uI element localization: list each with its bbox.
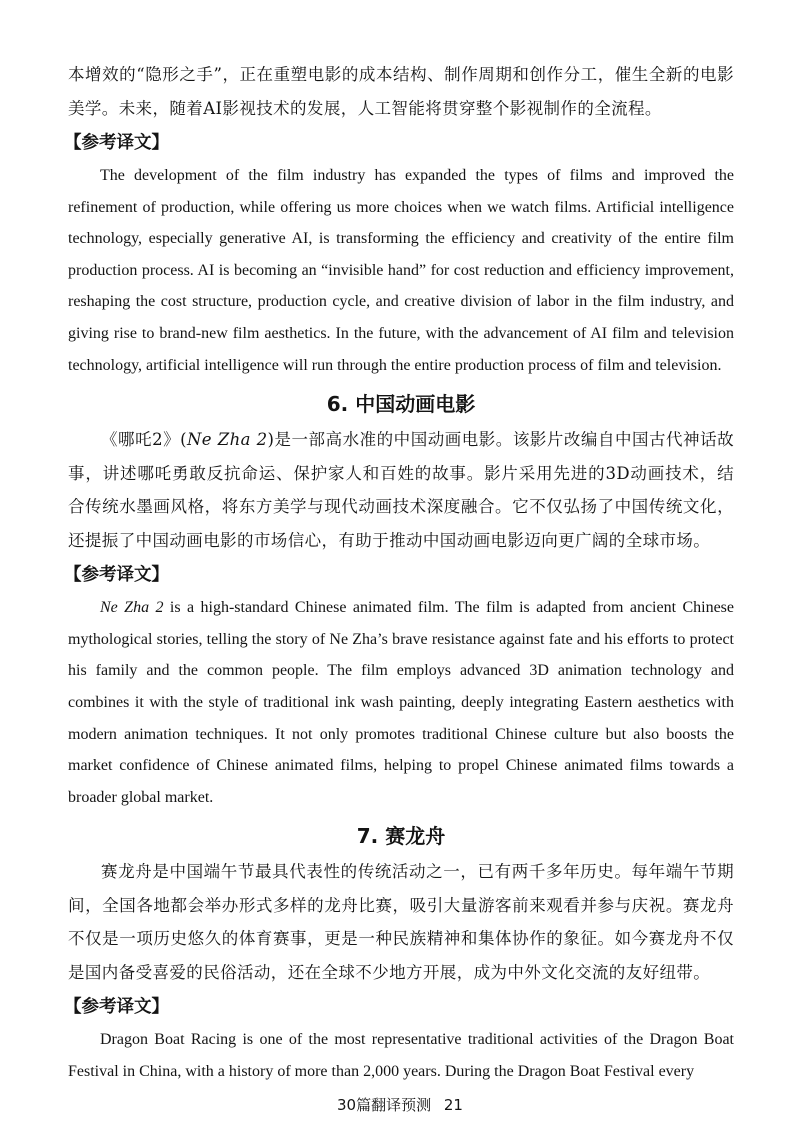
page-number: 21 <box>443 1096 463 1114</box>
section-6-en-paragraph <box>68 592 734 813</box>
continuation-en-paragraph: The development of the film industry has expanded the types of films and improved the refinement of production, while offering us more choices when we watch films. Artificial intelligence technology, especially generative AI, is transforming the efficiency and creativity of the entire film production process. AI is becoming an “invisible hand” for cost reduction and efficiency improvement, reshaping the cost structure, production cycle, and creative division of labor in the film industry, and giving rise to brand-new film aesthetics. In the future, with the advancement of AI film and television technology, artificial intelligence will run through the entire production process of film and television. <box>68 167 734 374</box>
section-7-en-paragraph: Dragon Boat Racing is one of the most representative traditional activities of the Dragon Boat Festival in China, with a history of more than 2,000 years. During the Dragon Boat Festival every <box>68 1031 734 1080</box>
section-6-zh-paragraph: 《哪吒2》(Ne Zha 2)是一部高水准的中国动画电影。该影片改编自中国古代神话故事，讲述哪吒勇敢反抗命运、保护家人和百姓的故事。影片采用先进的3D动画技术，结合传统水墨画风格，将东方美学与现代动画技术深度融合。它不仅弘扬了中国传统文化，还提振了中国动画电影的市场信心，有助于推动中国动画电影迈向更广阔的全球市场。 <box>68 430 735 550</box>
section-7-title: 7. 赛龙舟 <box>356 824 446 849</box>
section-6-zh-body: 是一部高水准的中国动画电影。该影片改编自中国古代神话故事，讲述哪吒勇敢反抗命运、保护家人和百姓的故事。影片采用先进的3D动画技术，结合传统水墨画风格，将东方美学与现代动画技术深度融合。它不仅弘扬了中国传统文化，还提振了中国动画电影的市场信心，有助于推动中国动画电影迈向更广阔的全球市场。 <box>68 430 735 550</box>
film-title-en-inline: Ne Zha 2 <box>186 430 268 450</box>
film-title-en: Ne Zha 2 <box>100 599 164 617</box>
footer-book-title: 30篇翻译预测 <box>337 1096 432 1114</box>
film-title-zh: 《哪吒2》 <box>101 430 181 450</box>
section-7-zh-paragraph: 赛龙舟是中国端午节最具代表性的传统活动之一，已有两千多年历史。每年端午节期间，全国各地都会举办形式多样的龙舟比赛，吸引大量游客前来观看并参与庆祝。赛龙舟不仅是一项历史悠久的体育赛事，更是一种民族精神和集体协作的象征。如今赛龙舟不仅是国内备受喜爱的民俗活动，还在全球不少地方开展，成为中外文化交流的友好纽带。 <box>68 862 734 982</box>
section-6-title: 6. 中国动画电影 <box>326 392 476 417</box>
reference-translation-heading: 【参考译文】 <box>64 133 169 153</box>
page-footer <box>0 1094 800 1115</box>
reference-translation-heading: 【参考译文】 <box>64 565 169 586</box>
reference-translation-heading: 【参考译文】 <box>64 997 169 1018</box>
section-6-en-body: is a high-standard Chinese animated film. The film is adapted from ancient Chinese mythological stories, telling the story of Ne Zha’s brave resistance against fate and his efforts to protect his family and the common people. The film employs advanced 3D animation technology and combines it with the style of traditional ink wash painting, deeply integrating Eastern aesthetics with modern animation techniques. It not only promotes traditional Chinese culture but also boosts the market confidence of Chinese animated films, helping to propel Chinese animated films towards a broader global market. <box>68 599 734 806</box>
continuation-zh-paragraph: 本增效的“隐形之手”，正在重塑电影的成本结构、制作周期和创作分工，催生全新的电影美学。未来，随着AI影视技术的发展，人工智能将贯穿整个影视制作的全流程。 <box>68 65 734 118</box>
